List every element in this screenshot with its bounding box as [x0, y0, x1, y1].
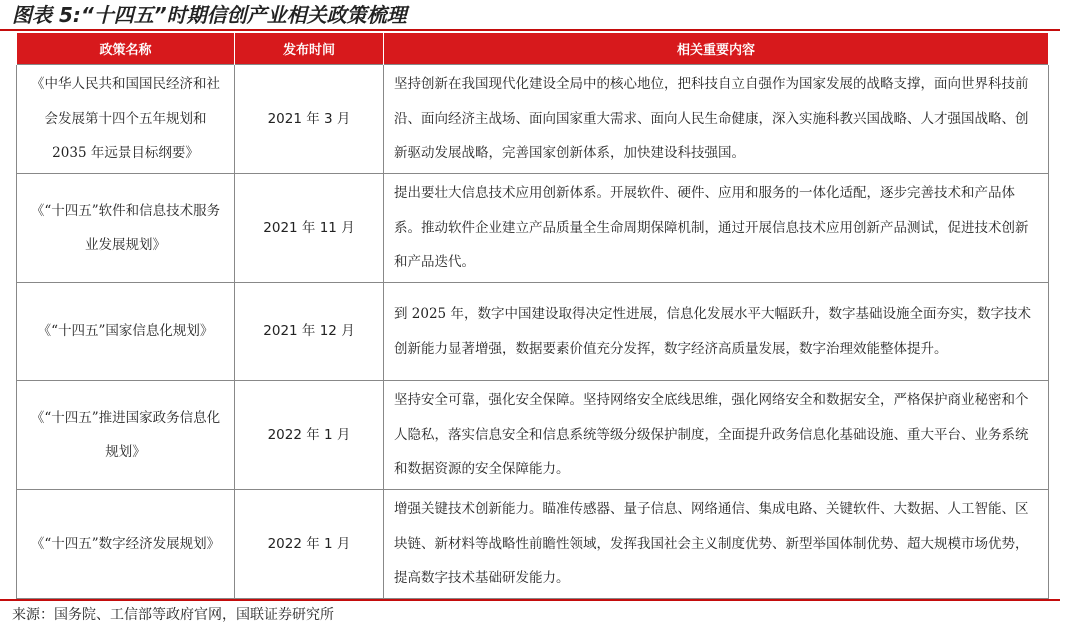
key-content-cell: 坚持安全可靠，强化安全保障。坚持网络安全底线思维，强化网络安全和数据安全，严格保护商业秘密和个人隐私，落实信息安全和信息系统等级分级保护制度，全面提升政务信息化基础设施、重大平台、业务系统和数据资源的安全保障能力。: [384, 381, 1049, 490]
policy-name-cell: 《中华人民共和国国民经济和社会发展第十四个五年规划和 2035 年远景目标纲要》: [17, 65, 235, 174]
release-date-cell: 2022 年 1 月: [235, 381, 384, 490]
policy-name-cell: 《“十四五”数字经济发展规划》: [17, 490, 235, 599]
header-policy-name: 政策名称: [17, 33, 235, 65]
policy-name-cell: 《“十四五”软件和信息技术服务业发展规划》: [17, 174, 235, 283]
table-row: [17, 174, 1049, 283]
key-content-cell: 坚持创新在我国现代化建设全局中的核心地位，把科技自立自强作为国家发展的战略支撑，面向世界科技前沿、面向经济主战场、面向国家重大需求、面向人民生命健康，深入实施科教兴国战略、人才强国战略、创新驱动发展战略，完善国家创新体系，加快建设科技强国。: [384, 65, 1049, 174]
table-row: [17, 490, 1049, 599]
header-key-content: 相关重要内容: [384, 33, 1049, 65]
header-release-date: 发布时间: [235, 33, 384, 65]
key-content-cell: 到 2025 年，数字中国建设取得决定性进展，信息化发展水平大幅跃升，数字基础设施全面夯实，数字技术创新能力显著增强，数据要素价值充分发挥，数字经济高质量发展，数字治理效能整体提升。: [384, 283, 1049, 381]
release-date-cell: 2021 年 11 月: [235, 174, 384, 283]
policy-table: [16, 33, 1049, 599]
table-header-row: [17, 33, 1049, 65]
key-content-cell: 增强关键技术创新能力。瞄准传感器、量子信息、网络通信、集成电路、关键软件、大数据、人工智能、区块链、新材料等战略性前瞻性领域，发挥我国社会主义制度优势、新型举国体制优势、超大规模市场优势，提高数字技术基础研发能力。: [384, 490, 1049, 599]
bottom-rule: [0, 599, 1060, 601]
top-rule: [0, 29, 1060, 31]
figure-title: 图表 5:“十四五”时期信创产业相关政策梳理: [12, 3, 407, 27]
release-date-cell: 2021 年 3 月: [235, 65, 384, 174]
source-note: 来源：国务院、工信部等政府官网，国联证券研究所: [12, 607, 334, 623]
release-date-cell: 2021 年 12 月: [235, 283, 384, 381]
key-content-cell: 提出要壮大信息技术应用创新体系。开展软件、硬件、应用和服务的一体化适配，逐步完善技术和产品体系。推动软件企业建立产品质量全生命周期保障机制，通过开展信息技术应用创新产品测试，促进技术创新和产品迭代。: [384, 174, 1049, 283]
policy-name-cell: 《“十四五”推进国家政务信息化规划》: [17, 381, 235, 490]
table-row: [17, 283, 1049, 381]
table-row: [17, 381, 1049, 490]
release-date-cell: 2022 年 1 月: [235, 490, 384, 599]
policy-name-cell: 《“十四五”国家信息化规划》: [17, 283, 235, 381]
table-row: [17, 65, 1049, 174]
